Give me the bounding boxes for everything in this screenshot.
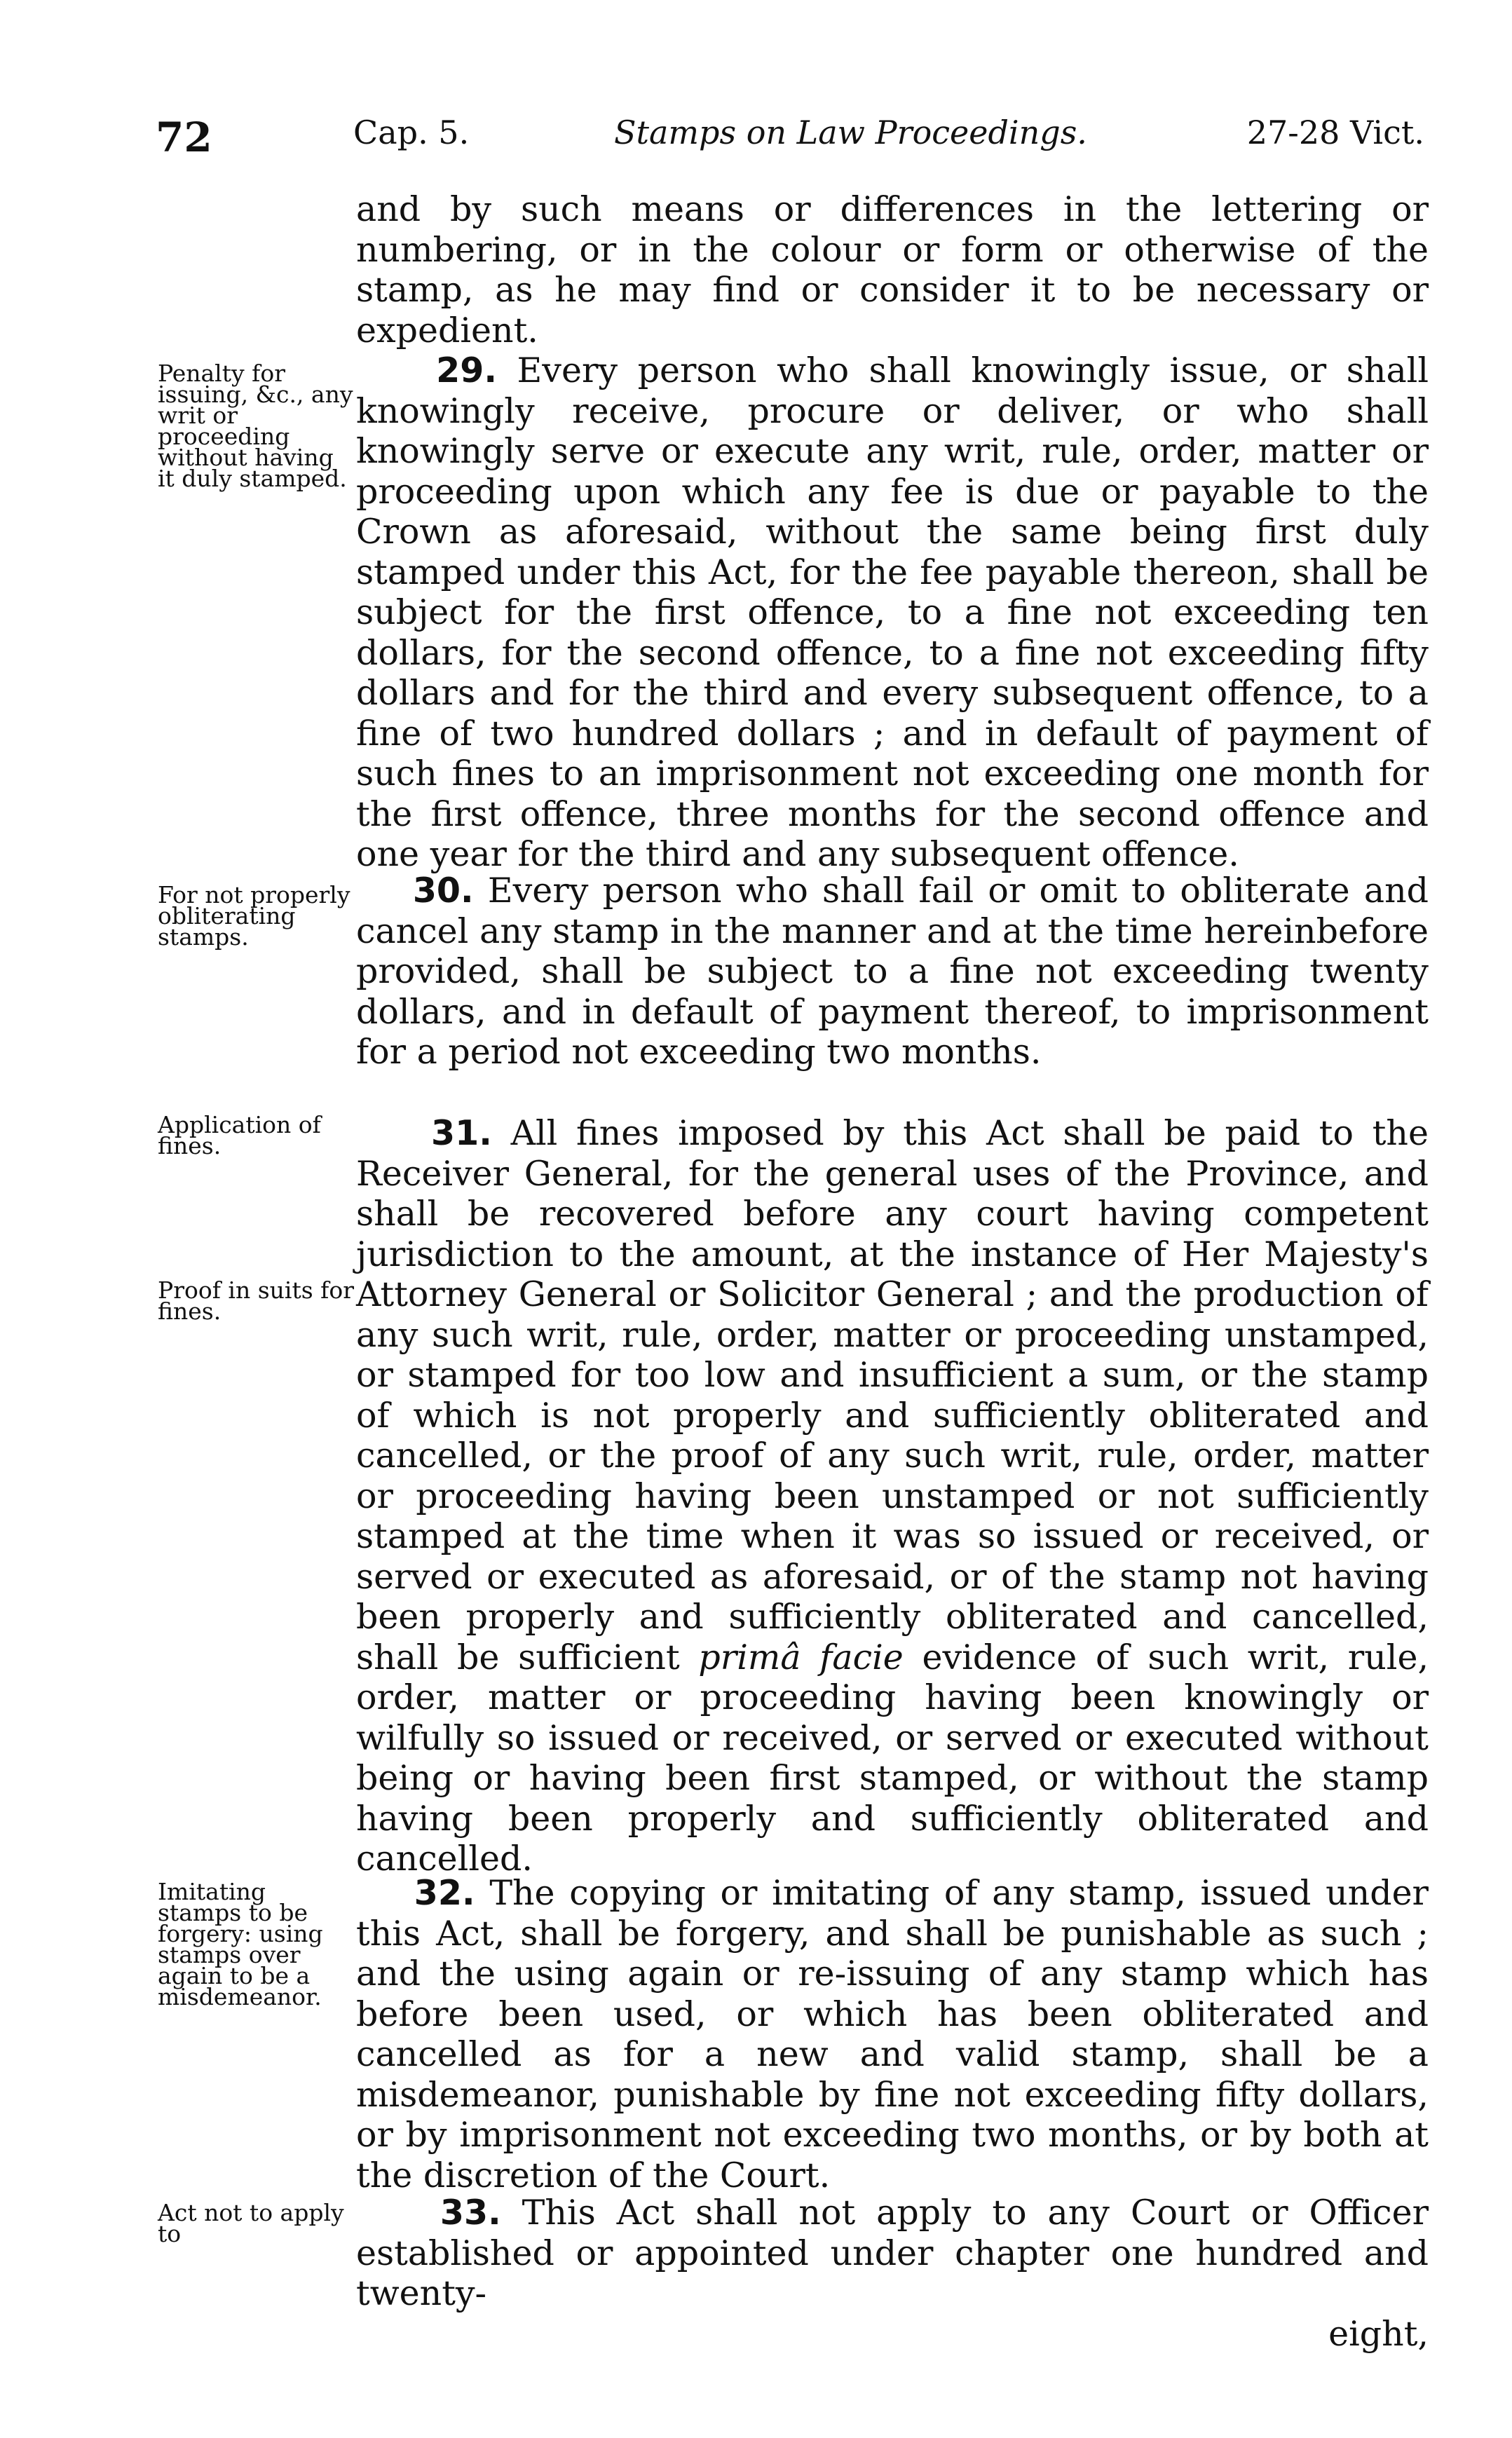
section-32-paragraph — [356, 1873, 1429, 2195]
section-number-32: 32. — [414, 1873, 475, 1913]
section-30-text: Every person who shall fail or omit to obliterate and cancel any stamp in the manner and at the time hereinbefore provided, shall be subject to a fine not exceeding twenty dollars, and in default of payment thereof, to imprisonment for a period not exceeding two months. — [356, 871, 1429, 1072]
section-32 — [356, 1873, 1429, 2195]
section-31 — [356, 1113, 1429, 1879]
margin-note-32: Imitating stamps to be forgery: using stamps over again to be a misdemeanor. — [158, 1878, 323, 2010]
page-number: 72 — [156, 114, 212, 161]
section-33-text: This Act shall not apply to any Court or Officer established or appointed under chapter one hundred and twenty- — [356, 2193, 1429, 2313]
section-29 — [356, 350, 1429, 875]
section-29-text: Every person who shall knowingly issue, or shall knowingly receive, procure or deliver, or who shall knowingly serve or execute any writ, rule, order, matter or proceeding upon which any fee is due or payable to the Crown as aforesaid, without the same being first duly stamped under this Act, for the fee payable thereon, shall be subject for the first offence, to a fine not exceeding ten dollars, for the second offence, to a fine not exceeding fifty dollars and for the third and every subsequent offence, to a fine of two hundred dollars ; and in default of payment of such fines to an imprisonment not exceeding one month for the first offence, three months for the second offence and one year for the third and any subsequent offence. — [356, 350, 1429, 874]
running-title: Stamps on Law Proceedings. — [614, 114, 1087, 151]
section-32-text: The copying or imitating of any stamp, issued under this Act, shall be forgery, and shall be punishable as such ; and the using again or re-issuing of any stamp which has before been used, or which has been obliterated and cancelled as for a new and valid stamp, shall be a misdemeanor, punishable by fine not exceeding fifty dollars, or by imprisonment not exceeding two months, or by both at the discretion of the Court. — [356, 1873, 1429, 2195]
section-31-text-a: All fines imposed by this Act shall be paid to the Receiver General, for the general uses of the Province, and shall be recovered before any court having competent jurisdiction to the amount, at the instance of Her Majesty's Attorney General or Solicitor General ; and the production of any such writ, rule, order, matter or proceeding unstamped, or stamped for too low and insufficient a sum, or the stamp of which is not properly and sufficiently obliterated and cancelled, or the proof of any such writ, rule, order, matter or proceeding having been unstamped or not sufficiently stamped at the time when it was so issued or received, or served or executed as aforesaid, or of the stamp not having been properly and sufficiently obliterated and cancelled, shall be sufficient — [356, 1113, 1429, 1677]
catchword: eight, — [1328, 2313, 1429, 2354]
margin-note-31b: Proof in suits for fines. — [158, 1276, 355, 1325]
margin-note-33: Act not to apply to — [158, 2199, 344, 2247]
margin-note-29: Penalty for issuing, &c., any writ or proceeding without having it duly stamped. — [158, 360, 353, 492]
section-33 — [356, 2193, 1429, 2354]
chapter-label: Cap. 5. — [353, 114, 470, 151]
intro-text: and by such means or differences in the lettering or numbering, or in the colour or form or otherwise of the stamp, as he may find or consider it to be necessary or expedient. — [356, 189, 1429, 350]
section-number-33: 33. — [440, 2193, 501, 2233]
intro-paragraph — [356, 189, 1429, 350]
section-number-30: 30. — [412, 871, 474, 911]
page-header — [156, 114, 1424, 170]
section-31-text-b: evidence of such writ, rule, order, matter or proceeding having been knowingly or wilfully so issued or received, or served or executed without being or having been first stamped, or without the stamp having been properly and sufficiently obliterated and cancelled. — [356, 1637, 1429, 1879]
prima-facie-italic: primâ facie — [698, 1637, 904, 1677]
margin-note-31: Application of fines. — [158, 1111, 321, 1159]
section-30-paragraph — [356, 871, 1429, 1072]
section-number-29: 29. — [436, 350, 497, 390]
section-29-paragraph — [356, 350, 1429, 875]
section-33-paragraph — [356, 2193, 1429, 2314]
section-31-paragraph — [356, 1113, 1429, 1879]
section-number-31: 31. — [431, 1113, 492, 1153]
margin-note-30: For not properly obliterating stamps. — [158, 881, 350, 951]
regnal-year: 27-28 Vict. — [1246, 114, 1424, 151]
section-30 — [356, 871, 1429, 1072]
